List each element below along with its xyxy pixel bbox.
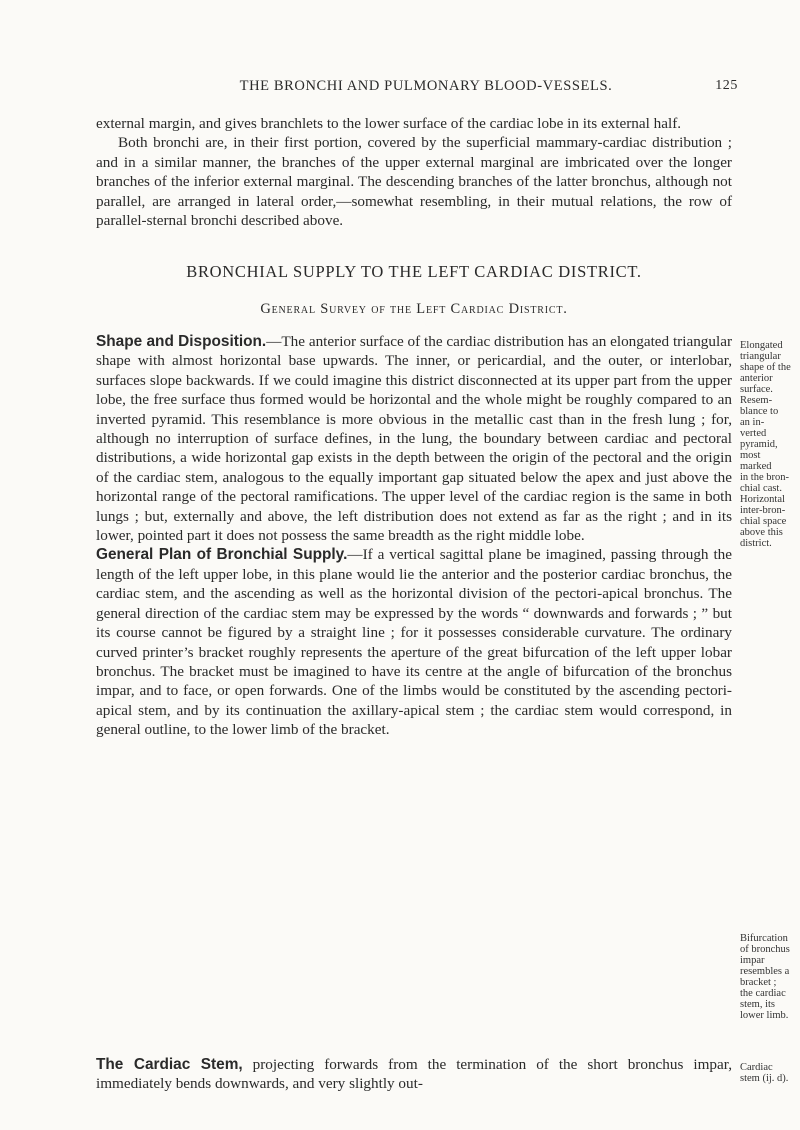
margin-note-line: chial cast. xyxy=(740,483,782,494)
margin-note-line: chial space xyxy=(740,516,787,527)
margin-note-line: lower limb. xyxy=(740,1010,789,1021)
stem-section xyxy=(96,1055,732,1094)
margin-note-line: bracket ; xyxy=(740,977,777,988)
margin-note-line: the cardiac xyxy=(740,988,786,999)
section-heading-block xyxy=(96,262,732,281)
plan-text: —If a vertical sagittal plane be imagined, passing through the length of the left upper lobe, in this plane would lie the anterior and the posterior cardiac bronchus, the cardiac stem, and the ascending as well as the horizontal division of the pectori-apical bronchus. The general direction of the cardiac stem may be expressed by the words “ downwards and forwards ; ” but its course cannot be figured by a straight line ; for it possesses considerable curvature. The ordinary curved printer’s bracket roughly represents the aperture of the great bifurcation of the left upper lobar bronchus. The bracket must be imagined to have its centre at the angle of bifurcation of the bronchus impar, and to face, or open forwards. One of the limbs would be constituted by the ascending pectori-apical stem, and by its continuation the axillary-apical stem ; the cardiac stem would correspond, in general outline, to the lower limb of the bracket. xyxy=(96,546,733,739)
margin-note-line: Horizontal xyxy=(740,494,785,505)
margin-note-line: surface. xyxy=(740,384,773,395)
subsection-heading-block xyxy=(96,300,732,319)
margin-note-line: Elongated xyxy=(740,340,783,351)
paragraph-bronchi-covered: Both bronchi are, in their first portion, covered by the superficial mammary-cardiac distribution ; and in a similar manner, the branches of the upper external marginal are imbricated over the longer branches of the inferior external marginal. The descending branches of the latter bronchus, although not parallel, are arranged in lateral order,—somewhat resembling, in their mutual relations, the row of parallel-sternal bronchi described above. xyxy=(96,134,732,230)
runin-heading-shape: Shape and Disposition. xyxy=(96,333,267,350)
header-title: THE BRONCHI AND PULMONARY BLOOD-VESSELS. xyxy=(239,78,613,94)
paragraph-stem xyxy=(96,1055,732,1094)
margin-note-line: triangular xyxy=(740,351,781,362)
stem-text: projecting forwards from the termination of the short bronchus impar, immediately bends downwards, and very slightly out- xyxy=(96,1056,732,1093)
margin-note-line: impar xyxy=(740,955,765,966)
margin-note-line: verted xyxy=(740,428,767,439)
margin-note-line: Resem- xyxy=(740,395,773,406)
margin-note-bifurcation xyxy=(740,933,800,1021)
shape-section xyxy=(96,332,732,740)
margin-note-line: most xyxy=(740,450,761,461)
margin-note-line: stem (ij. d). xyxy=(740,1073,789,1084)
runin-heading-plan: General Plan of Bronchial Supply. xyxy=(96,546,348,564)
margin-note-line: district. xyxy=(740,538,772,549)
runin-heading-stem: The Cardiac Stem, xyxy=(96,1056,243,1073)
margin-note-line: anterior xyxy=(740,373,773,384)
margin-note-line: above this xyxy=(740,527,783,538)
margin-note-line: shape of the xyxy=(740,362,791,373)
margin-note-line: an in- xyxy=(740,417,765,428)
intro-block xyxy=(96,114,732,230)
paragraph-continued: external margin, and gives branchlets to the lower surface of the cardiac lobe in its external half. xyxy=(96,115,682,132)
margin-note-line: Bifurcation xyxy=(740,933,788,944)
margin-note-line: blance to xyxy=(740,406,779,417)
margin-note-line: marked xyxy=(740,461,772,472)
paragraph-plan xyxy=(96,545,732,739)
shape-text: —The anterior surface of the cardiac distribution has an elongated triangular shape with almost horizontal base upwards. The inner, or pericardial, and the outer, or interlobar, surfaces slope backwards. If we could imagine this district disconnected at its upper part from the upper lobe, the free surface thus formed would be horizontal and the whole might be roughly compared to an inverted pyramid. This resemblance is more obvious in the metallic cast than in the fresh lung ; for, although no interruption of surface defines, in the lung, the boundary between cardiac and pectoral distributions, a wide horizontal gap exists in the depth between the origin of the pectoral and the origin of the cardiac stem, analogous to the equally important gap situated below the apex and just above the horizontal range of the pectoral ramifications. The upper level of the cardiac region is the same in both lungs ; but, externally and above, the left distribution does not extend as far as the right ; and in its lower, pointed part it does not possess the same breadth as the right middle lobe. xyxy=(96,333,733,545)
section-title: BRONCHIAL SUPPLY TO THE LEFT CARDIAC DISTRICT. xyxy=(186,262,642,281)
margin-note-shape xyxy=(740,340,800,549)
running-header xyxy=(96,78,756,95)
margin-note-line: stem, its xyxy=(740,999,776,1010)
paragraph-shape xyxy=(96,332,732,545)
margin-note-line: Cardiac xyxy=(740,1062,773,1073)
page-number: 125 xyxy=(715,78,738,93)
margin-note-line: in the bron- xyxy=(740,472,789,483)
subsection-title: General Survey of the Left Cardiac District. xyxy=(260,301,568,317)
margin-note-cardiac-stem xyxy=(740,1062,800,1084)
margin-note-line: inter-bron- xyxy=(740,505,786,516)
margin-note-line: pyramid, xyxy=(740,439,778,450)
margin-note-line: of bronchus xyxy=(740,944,790,955)
margin-note-line: resembles a xyxy=(740,966,790,977)
